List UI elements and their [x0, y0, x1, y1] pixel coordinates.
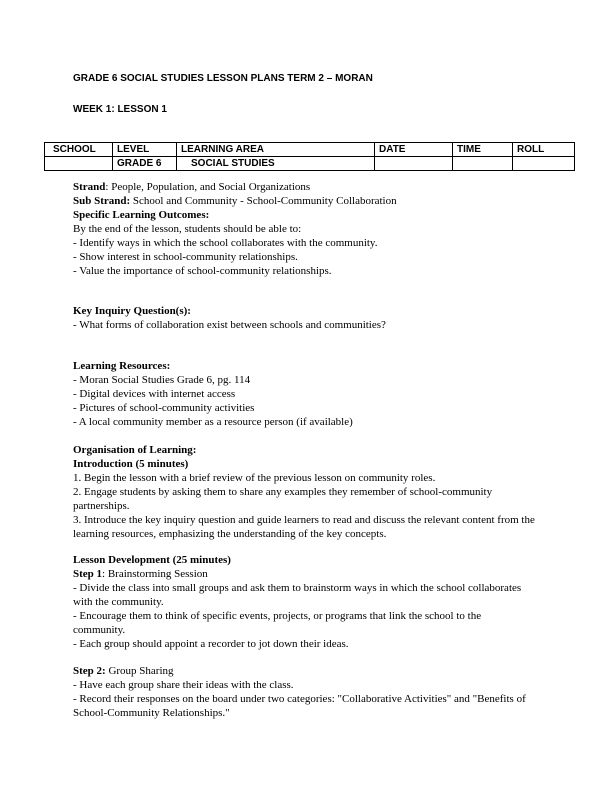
lesson-info-table — [44, 142, 575, 171]
table-row — [45, 157, 575, 171]
resources-heading: Learning Resources: — [73, 360, 171, 372]
list-item: - Record their responses on the board under two categories: "Collaborative Activities" and "Benefits of School-Community Relationships." — [73, 693, 526, 719]
introduction-heading: Introduction (5 minutes) — [73, 458, 189, 470]
table-cell-time — [453, 157, 513, 171]
list-item: - A local community member as a resource person (if available) — [73, 416, 353, 428]
inquiry-section — [73, 304, 573, 332]
lesson-week-label: WEEK 1: LESSON 1 — [73, 104, 167, 115]
table-cell-roll — [513, 157, 575, 171]
table-header-cell: ROLL — [513, 143, 575, 157]
organisation-heading: Organisation of Learning: — [73, 444, 197, 456]
document-title: GRADE 6 SOCIAL STUDIES LESSON PLANS TERM 2 – MORAN — [73, 73, 373, 84]
list-item: - Digital devices with internet access — [73, 388, 236, 400]
list-item: - Divide the class into small groups and ask them to brainstorm ways in which the school collaborates with the community. — [73, 582, 522, 608]
table-header-cell: SCHOOL — [45, 143, 113, 157]
list-item: - Identify ways in which the school collaborates with the community. — [73, 237, 378, 249]
list-item: - Have each group share their ideas with the class. — [73, 679, 294, 691]
table-cell-date — [375, 157, 453, 171]
table-header-row — [45, 143, 575, 157]
development-heading: Lesson Development (25 minutes) — [73, 554, 231, 566]
list-item: - What forms of collaboration exist between schools and communities? — [73, 319, 386, 331]
table-header-cell: DATE — [375, 143, 453, 157]
strand-line: Strand: People, Population, and Social Organizations — [73, 181, 311, 193]
list-item: - Moran Social Studies Grade 6, pg. 114 — [73, 374, 251, 386]
strand-section — [73, 180, 573, 278]
outcomes-heading: Specific Learning Outcomes: — [73, 209, 210, 221]
step1-heading: Step 1: Brainstorming Session — [73, 568, 208, 580]
inquiry-heading: Key Inquiry Question(s): — [73, 305, 191, 317]
table-header-cell: LEVEL — [113, 143, 177, 157]
development-section — [73, 553, 531, 720]
table-cell-learning-area: SOCIAL STUDIES — [177, 157, 375, 171]
list-item: 2. Engage students by asking them to share any examples they remember of school-community partnerships. — [73, 486, 493, 512]
table-header-cell: LEARNING AREA — [177, 143, 375, 157]
list-item: - Value the importance of school-community relationships. — [73, 265, 332, 277]
outcomes-intro: By the end of the lesson, students should be able to: — [73, 223, 302, 235]
step2-heading: Step 2: Group Sharing — [73, 665, 174, 677]
resources-section — [73, 359, 573, 429]
list-item: - Pictures of school-community activities — [73, 402, 255, 414]
list-item: - Encourage them to think of specific events, projects, or programs that link the school to the community. — [73, 610, 482, 636]
list-item: - Show interest in school-community relationships. — [73, 251, 298, 263]
table-cell-level: GRADE 6 — [113, 157, 177, 171]
organisation-section — [73, 443, 543, 541]
list-item: 1. Begin the lesson with a brief review of the previous lesson on community roles. — [73, 472, 436, 484]
sub-strand-line: Sub Strand: School and Community - School-Community Collaboration — [73, 195, 397, 207]
list-item: - Each group should appoint a recorder to jot down their ideas. — [73, 638, 349, 650]
table-header-cell: TIME — [453, 143, 513, 157]
table-cell-school — [45, 157, 113, 171]
list-item: 3. Introduce the key inquiry question and guide learners to read and discuss the relevant content from the learning resources, emphasizing the understanding of the key concepts. — [73, 514, 535, 540]
